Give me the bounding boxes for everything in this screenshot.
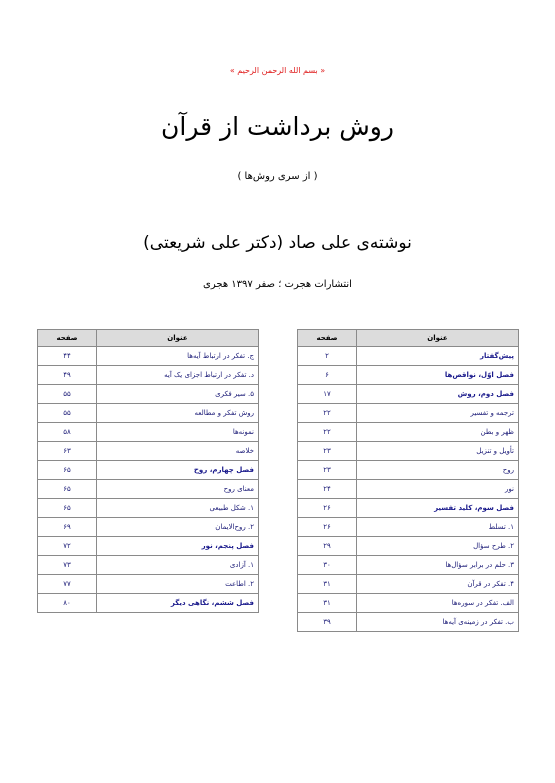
toc-row[interactable] [38, 518, 259, 537]
toc-entry-title[interactable]: ۱. تسلط [357, 518, 519, 537]
toc-table-right [297, 329, 519, 632]
toc-row[interactable] [38, 499, 259, 518]
toc-entry-title[interactable]: ۱. آزادی [97, 556, 259, 575]
toc-entry-page: ۶۵ [38, 480, 97, 499]
toc-entry-title[interactable]: ۳. حلم در برابر سؤال‌ها [357, 556, 519, 575]
toc-entry-page: ۳۹ [298, 613, 357, 632]
toc-entry-page: ۲ [298, 347, 357, 366]
toc-entry-title[interactable]: فصل اوّل، نواقص‌ها [357, 366, 519, 385]
toc-row[interactable] [298, 404, 519, 423]
toc-entry-title[interactable]: د. تفکر در ارتباط اجزای یک آیه [97, 366, 259, 385]
toc-entry-page: ۷۲ [38, 537, 97, 556]
toc-table-left [37, 329, 259, 613]
toc-entry-title[interactable]: ظهر و بطن [357, 423, 519, 442]
toc-entry-title[interactable]: معنای روح [97, 480, 259, 499]
toc-entry-page: ۱۷ [298, 385, 357, 404]
toc-row[interactable] [298, 613, 519, 632]
toc-entry-page: ۶۹ [38, 518, 97, 537]
toc-entry-page: ۵۸ [38, 423, 97, 442]
toc-row[interactable] [38, 423, 259, 442]
toc-entry-title[interactable]: فصل چهارم، روح [97, 461, 259, 480]
toc-entry-page: ۲۳ [298, 461, 357, 480]
toc-row[interactable] [38, 347, 259, 366]
toc-row[interactable] [298, 423, 519, 442]
toc-entry-title[interactable]: ج. تفکر در ارتباط آیه‌ها [97, 347, 259, 366]
toc-entry-page: ۲۲ [298, 423, 357, 442]
toc-entry-title[interactable]: ۴. تفکر در قرآن [357, 575, 519, 594]
document-title: روش برداشت از قرآن [161, 112, 394, 141]
toc-entry-title[interactable]: خلاصه [97, 442, 259, 461]
toc-entry-page: ۴۴ [38, 347, 97, 366]
toc-entry-page: ۲۲ [298, 404, 357, 423]
toc-entry-page: ۲۹ [298, 537, 357, 556]
toc-entry-title[interactable]: ترجمه و تفسیر [357, 404, 519, 423]
toc-row[interactable] [298, 556, 519, 575]
toc-row[interactable] [298, 347, 519, 366]
toc-entry-title[interactable]: ۱. شکل طبیعی [97, 499, 259, 518]
toc-row[interactable] [298, 537, 519, 556]
toc-entry-title[interactable]: ب. تفکر در زمینه‌ی آیه‌ها [357, 613, 519, 632]
toc-row[interactable] [38, 537, 259, 556]
toc-entry-title[interactable]: ۲. طرح سؤال [357, 537, 519, 556]
publication-line: انتشارات هجرت ؛ صفر ۱۳۹۷ هجری [203, 279, 352, 290]
toc-entry-title[interactable]: نور [357, 480, 519, 499]
toc-entry-page: ۵۵ [38, 385, 97, 404]
toc-entry-title[interactable]: فصل دوم، روش [357, 385, 519, 404]
toc-entry-page: ۶۵ [38, 499, 97, 518]
toc-entry-page: ۳۱ [298, 575, 357, 594]
toc-entry-page: ۶۵ [38, 461, 97, 480]
toc-entry-page: ۸۰ [38, 594, 97, 613]
toc-entry-title[interactable]: الف. تفکر در سوره‌ها [357, 594, 519, 613]
toc-entry-page: ۴۹ [38, 366, 97, 385]
toc-row[interactable] [298, 575, 519, 594]
toc-row[interactable] [38, 366, 259, 385]
toc-row[interactable] [298, 385, 519, 404]
toc-row[interactable] [298, 480, 519, 499]
toc-entry-title[interactable]: ۲. اطاعت [97, 575, 259, 594]
toc-entry-page: ۷۳ [38, 556, 97, 575]
toc-row[interactable] [298, 518, 519, 537]
toc-entry-page: ۵۵ [38, 404, 97, 423]
toc-row[interactable] [38, 404, 259, 423]
toc-row[interactable] [38, 594, 259, 613]
author-line: نوشته‌ی علی صاد (دکتر علی شریعتی) [143, 233, 412, 253]
toc-entry-title[interactable]: روش تفکر و مطالعه [97, 404, 259, 423]
toc-row[interactable] [38, 556, 259, 575]
toc-entry-title[interactable]: ۲. روح‌الایمان [97, 518, 259, 537]
toc-entry-page: ۲۶ [298, 518, 357, 537]
toc-entry-title[interactable]: تأویل و تنزیل [357, 442, 519, 461]
series-subtitle: ( از سری روش‌ها ) [237, 171, 318, 182]
toc-row[interactable] [298, 366, 519, 385]
toc-entry-page: ۶۳ [38, 442, 97, 461]
toc-entry-title[interactable]: پیش‌گفتار [357, 347, 519, 366]
toc-entry-page: ۳۰ [298, 556, 357, 575]
toc-header-row [38, 330, 259, 347]
toc-row[interactable] [298, 499, 519, 518]
basmala: « بسم الله الرحمن الرحیم » [229, 66, 326, 75]
toc-entry-page: ۲۳ [298, 442, 357, 461]
toc-entry-page: ۲۴ [298, 480, 357, 499]
toc-col-title-header: عنوان [97, 330, 259, 347]
toc-entry-title[interactable]: ۵. سیر فکری [97, 385, 259, 404]
toc-entry-page: ۳۱ [298, 594, 357, 613]
toc-entry-title[interactable]: فصل پنجم، نور [97, 537, 259, 556]
toc-header-row [298, 330, 519, 347]
toc-entry-title[interactable]: فصل ششم، نگاهی دیگر [97, 594, 259, 613]
toc-entry-page: ۷۷ [38, 575, 97, 594]
toc-col-title-header: عنوان [357, 330, 519, 347]
toc-row[interactable] [298, 442, 519, 461]
toc-entry-title[interactable]: نمونه‌ها [97, 423, 259, 442]
toc-row[interactable] [38, 385, 259, 404]
toc-entry-page: ۶ [298, 366, 357, 385]
toc-row[interactable] [38, 442, 259, 461]
toc-entry-title[interactable]: فصل سوم، کلید تفسیر [357, 499, 519, 518]
toc-row[interactable] [38, 480, 259, 499]
toc-entry-page: ۲۶ [298, 499, 357, 518]
toc-col-page-header: صفحه [298, 330, 357, 347]
toc-row[interactable] [38, 575, 259, 594]
toc-row[interactable] [38, 461, 259, 480]
toc-entry-title[interactable]: روح [357, 461, 519, 480]
toc-col-page-header: صفحه [38, 330, 97, 347]
toc-row[interactable] [298, 461, 519, 480]
toc-row[interactable] [298, 594, 519, 613]
